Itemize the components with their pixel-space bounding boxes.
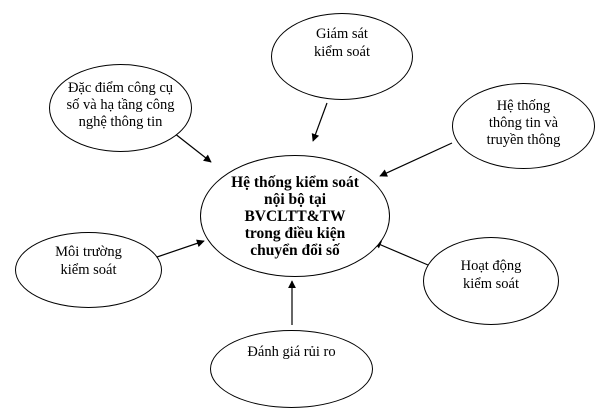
node-text-line: chuyển đổi số xyxy=(250,241,340,259)
node-control-activities xyxy=(423,237,559,325)
arrow-control-environment-to-central xyxy=(157,241,204,257)
node-risk-assessment xyxy=(210,330,373,408)
node-risk-assessment-text xyxy=(247,343,335,361)
node-text-line: kiểm soát xyxy=(60,262,117,278)
node-text-line: thông tin và xyxy=(488,114,559,131)
arrow-monitoring-to-central xyxy=(313,103,327,141)
arrow-information-communication-to-central xyxy=(380,143,452,176)
node-information-communication xyxy=(452,83,595,169)
node-monitoring xyxy=(271,13,413,100)
node-digital-tools-text xyxy=(67,80,175,131)
node-text-line: Môi trường xyxy=(55,244,122,260)
node-text-line: số và hạ tầng công xyxy=(66,96,175,113)
node-control-environment xyxy=(15,232,162,308)
node-text-line: Hệ thống xyxy=(496,97,551,114)
node-text-line: kiểm soát xyxy=(314,43,370,60)
node-text-line: nghệ thông tin xyxy=(78,113,163,130)
node-text-line: BVCLTT&TW xyxy=(244,207,346,225)
node-control-activities-text xyxy=(461,257,522,293)
node-central-text xyxy=(231,174,359,259)
node-text-line: trong điều kiện xyxy=(244,224,346,242)
node-information-communication-text xyxy=(487,98,561,149)
node-text-line: Hoạt động xyxy=(460,258,522,274)
arrow-control-activities-to-central xyxy=(374,242,428,265)
node-text-line: nội bộ tại xyxy=(263,190,326,208)
arrow-digital-tools-to-central xyxy=(174,133,211,162)
node-text-line: Hệ thống kiểm soát xyxy=(231,173,359,191)
node-monitoring-text xyxy=(314,25,370,61)
node-text-line: Đánh giá rủi ro xyxy=(247,344,336,360)
node-digital-tools-infrastructure xyxy=(49,64,192,152)
node-text-line: kiểm soát xyxy=(463,276,519,292)
node-text-line: Đặc điểm công cụ xyxy=(67,79,174,96)
node-control-environment-text xyxy=(55,243,122,279)
node-text-line: truyền thông xyxy=(486,131,561,148)
node-text-line: Giám sát xyxy=(316,25,368,42)
node-central-system xyxy=(200,155,390,277)
